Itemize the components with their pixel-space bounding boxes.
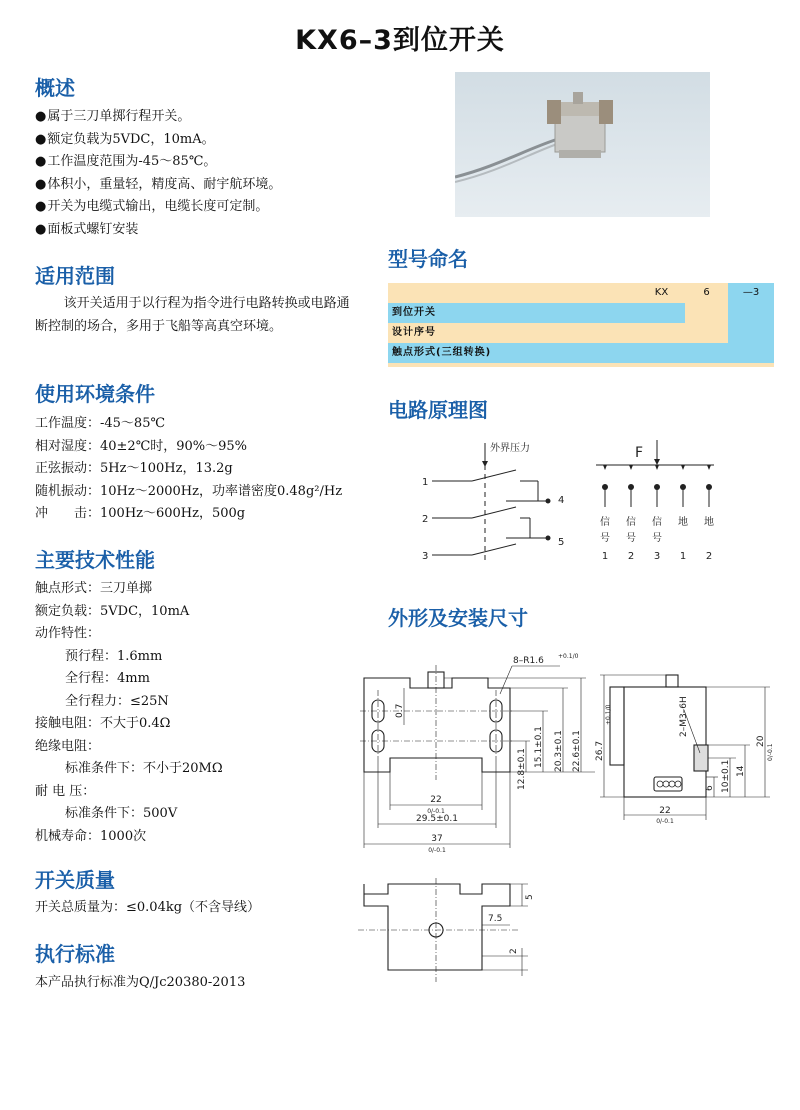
top-body xyxy=(364,884,510,970)
terminal-num: 2 xyxy=(627,551,635,562)
perf-heading: 主要技术性能 xyxy=(35,548,155,572)
overview-item: ● 体积小，重量轻，精度高、耐宇航环境。 xyxy=(35,174,281,197)
table-bottom-bar xyxy=(388,363,774,367)
env-line: 随机振动：10Hz～2000Hz，功率谱密度0.48g²/Hz xyxy=(35,483,343,499)
overview-item: ● 开关为电缆式输出，电缆长度可定制。 xyxy=(35,196,281,219)
overview-item: ● 额定负载为5VDC，10mA。 xyxy=(35,129,281,152)
dim-label: 20.3±0.1 xyxy=(554,730,564,772)
model-heading: 型号命名 xyxy=(388,247,468,271)
code-kx: KX xyxy=(654,287,669,298)
naming-label: 触点形式(三组转换) xyxy=(392,347,492,358)
dim-label: 29.5±0.1 xyxy=(416,814,458,824)
terminal-num: 1 xyxy=(679,551,687,562)
dim-label: 37 xyxy=(431,834,443,844)
terminal-char: 号 xyxy=(626,533,636,544)
terminal-char: 号 xyxy=(652,533,662,544)
env-list xyxy=(35,413,342,526)
dim-label: 22 xyxy=(430,795,442,805)
dim-label: 0.7 xyxy=(395,703,405,718)
terminal-diagram xyxy=(596,440,714,562)
dim-tol: +0.1/0 xyxy=(605,704,612,725)
standard-heading: 执行标准 xyxy=(35,942,115,966)
perf-line: 全行程力：≤25N xyxy=(65,693,169,709)
front-body xyxy=(364,678,510,772)
circuit-heading: 电路原理图 xyxy=(388,398,488,422)
terminal-char: 地 xyxy=(678,517,688,528)
perf-line: 动作特性： xyxy=(35,626,101,641)
dim-label: 7.5 xyxy=(488,914,503,924)
overview-item: ● 属于三刀单掷行程开关。 xyxy=(35,106,281,129)
code-6: 6 xyxy=(703,287,710,298)
pin-label: 3 xyxy=(422,551,429,562)
thread-hole xyxy=(694,745,708,771)
dim-label: 22 xyxy=(659,806,671,816)
scope-text: 该开关适用于以行程为指令进行电路转换或电路通断控制的场合，多用于飞船等高真空环境。 xyxy=(35,296,350,334)
perf-line: 触点形式：三刀单掷 xyxy=(35,581,153,596)
dim-label: 8–R1.6 xyxy=(513,656,544,666)
naming-row xyxy=(388,323,728,343)
dim-label: 2–M3–6H xyxy=(679,696,689,737)
dim-label: 5 xyxy=(525,894,535,900)
terminal-char: 地 xyxy=(704,517,714,528)
terminal-char: 信 xyxy=(600,517,610,528)
overview-list xyxy=(35,106,281,241)
force-label: 外界压力 xyxy=(490,443,530,454)
dim-label: 6 xyxy=(705,785,715,791)
overview-heading: 概述 xyxy=(35,76,75,100)
pin-label: 2 xyxy=(422,514,429,525)
terminal-char: 信 xyxy=(652,517,662,528)
naming-label: 设计序号 xyxy=(392,327,436,338)
circuit-diagram xyxy=(410,435,730,570)
top-view-drawing xyxy=(350,870,550,990)
f-label: F xyxy=(635,445,644,461)
perf-line: 预行程：1.6mm xyxy=(65,648,163,664)
dim-label: 10±0.1 xyxy=(721,759,731,793)
env-line: 相对湿度：40±2℃时，90%～95% xyxy=(35,438,248,454)
perf-line: 标准条件下：不小于20MΩ xyxy=(65,761,223,776)
naming-row xyxy=(388,303,685,323)
env-heading: 使用环境条件 xyxy=(35,382,155,406)
overview-item: ● 面板式螺钉安装 xyxy=(35,219,281,242)
scope-heading: 适用范围 xyxy=(35,264,115,288)
env-line: 冲 击：100Hz～600Hz，500g xyxy=(35,506,246,521)
mass-heading: 开关质量 xyxy=(35,868,115,892)
perf-line: 全行程：4mm xyxy=(65,671,150,686)
page-title: KX6–3到位开关 xyxy=(295,25,505,56)
dim-tol: 0/-0.1 xyxy=(656,818,674,825)
naming-label: 到位开关 xyxy=(392,307,436,318)
perf-line: 绝缘电阻： xyxy=(35,738,101,754)
side-view-drawing xyxy=(590,665,780,825)
dim-label: 12.8±0.1 xyxy=(517,748,527,790)
code-3: —3 xyxy=(742,287,760,298)
dim-label: 26.7 xyxy=(595,740,605,761)
perf-line: 标准条件下：500V xyxy=(65,806,178,821)
pin-label: 4 xyxy=(558,495,565,506)
side-plunger xyxy=(666,675,678,687)
pin-label: 5 xyxy=(558,537,565,548)
pin-label: 1 xyxy=(422,477,429,488)
perf-line: 机械寿命：1000次 xyxy=(35,828,147,844)
terminal-num: 2 xyxy=(705,551,713,562)
overview-item: ● 工作温度范围为-45～85℃。 xyxy=(35,151,281,174)
cable-exit xyxy=(654,777,682,791)
dim-tol: 0/-0.1 xyxy=(427,808,445,815)
dim-tol: 0/-0.1 xyxy=(428,847,446,854)
perf-line: 额定负载：5VDC，10mA xyxy=(35,603,190,619)
terminal-num: 1 xyxy=(601,551,609,562)
env-line: 工作温度：-45～85℃ xyxy=(35,416,166,431)
naming-row xyxy=(388,343,774,363)
perf-line: 接触电阻：不大于0.4Ω xyxy=(35,716,171,731)
side-flange xyxy=(610,687,624,765)
dim-label: 22.6±0.1 xyxy=(572,730,582,772)
standard-text: 本产品执行标准为Q/Jc20380-2013 xyxy=(35,975,246,990)
dim-tol: 0/-0.1 xyxy=(767,743,774,761)
dim-label: 20 xyxy=(756,735,766,747)
side-body xyxy=(624,687,706,797)
terminal-char: 信 xyxy=(626,517,636,528)
mass-text: 开关总质量为：≤0.04kg（不含导线） xyxy=(35,900,261,915)
dims-heading: 外形及安装尺寸 xyxy=(388,606,528,630)
dim-label: 2 xyxy=(509,948,519,954)
terminal-char: 号 xyxy=(600,533,610,544)
terminal-num: 3 xyxy=(653,551,661,562)
env-line: 正弦振动：5Hz～100Hz，13.2g xyxy=(35,461,233,476)
dim-tol: +0.1/0 xyxy=(558,653,579,660)
perf-line: 耐 电 压： xyxy=(35,783,96,799)
dim-label: 15.1±0.1 xyxy=(534,726,544,768)
perf-list xyxy=(35,578,223,848)
dim-label: 14 xyxy=(736,765,746,777)
product-photo xyxy=(455,72,710,217)
